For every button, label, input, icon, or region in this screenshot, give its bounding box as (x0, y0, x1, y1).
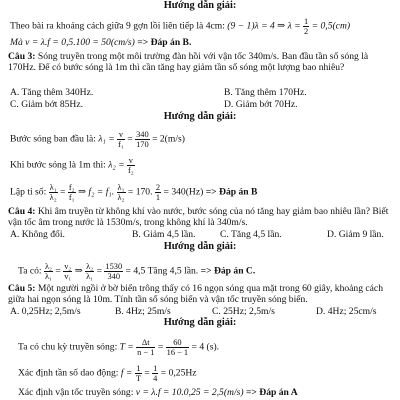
formula: = (96, 265, 102, 277)
numerator: v (128, 156, 133, 165)
solution-5-line-3 (18, 387, 394, 398)
solution-3-line-3 (10, 183, 394, 202)
text: Ta có chu kỳ truyền sóng: (18, 341, 118, 353)
answer-text: => Đáp án C. (200, 265, 256, 277)
solution-5-line-1 (18, 338, 394, 357)
question-label: Câu 4: (8, 206, 36, 217)
question-label: Câu 3: (8, 51, 36, 62)
numerator: λ₁ (49, 183, 57, 192)
numerator: λ₁ (117, 183, 125, 192)
solution-heading-4: Hướng dẫn giải: (163, 317, 237, 328)
numerator: 60 (166, 338, 189, 348)
solution-4-line-1 (18, 262, 394, 281)
question-4 (8, 206, 394, 228)
option-3d: D. Giảm bớt 70Hz. (224, 99, 298, 110)
answer-text: => Đáp án B. (137, 37, 192, 48)
fraction (49, 183, 58, 202)
text: Theo bài ra khoảng cách giữa 9 gợn lồi liên tiếp là 4cm: (10, 20, 225, 32)
option-4a: A. Không đổi. (10, 229, 65, 240)
solution-1-line-2 (10, 37, 394, 48)
formula: = (127, 133, 133, 145)
denominator: 340 (107, 272, 121, 281)
formula: ⇒ f₂ = f₁. (78, 186, 115, 198)
formula: T = (119, 341, 134, 353)
solution-1-line-1 (10, 17, 394, 36)
fraction (68, 183, 76, 202)
solution-3-line-2 (10, 156, 394, 175)
text: Bước sóng ban đầu là: (10, 133, 96, 145)
formula: Mà v = λ.f = 0,5.100 = 50(cm/s) (10, 37, 135, 48)
fraction (117, 130, 125, 149)
fraction (85, 262, 94, 281)
fraction (135, 364, 142, 383)
formula: f = (120, 367, 133, 379)
fraction (303, 17, 309, 36)
numerator: 1 (136, 364, 141, 373)
denominator: T (135, 374, 141, 383)
formula: λ₂ = (108, 159, 125, 171)
solution-heading-1: Hướng dẫn giải: (163, 0, 237, 11)
numerator: v₂ (64, 262, 72, 271)
formula: λ₁ = (98, 133, 115, 145)
numerator: 1530 (105, 262, 123, 271)
solution-heading-3: Hướng dẫn giải: (163, 241, 237, 252)
solution-5-line-2 (18, 364, 394, 383)
question-label: Câu 5: (8, 283, 36, 294)
denominator: n − 1 (137, 348, 155, 357)
numerator: 2 (155, 183, 161, 192)
answer-text: => Đáp án B (205, 186, 258, 198)
numerator: v (118, 130, 124, 139)
fraction (44, 262, 53, 281)
formula: v = λ.f = 10.0,25 = 2,5(m/s) (135, 387, 244, 398)
solution-3-line-1 (10, 130, 394, 149)
formula: = (60, 186, 66, 198)
question-text: Một người ngồi ở bờ biển trông thấy có 16 ngọn sóng qua mặt trong 60 giây, khoảng cách giữa hai ngọn sóng là 10m. Tính tần số sóng biển và vận tốc truyền sóng biển. (8, 283, 383, 305)
fraction (135, 130, 150, 149)
formula: = 170. (127, 186, 153, 198)
formula: = (55, 265, 61, 277)
option-5d: D. 4Hz; 25cm/s (316, 306, 377, 317)
denominator: 16 − 1 (166, 348, 189, 357)
option-5c: C. 25Hz; 2,5m/s (212, 306, 275, 317)
option-4c: C. Tăng 4,5 lần. (220, 229, 282, 240)
question-5 (8, 283, 394, 305)
fraction (166, 338, 189, 357)
denominator: f₁ (68, 193, 75, 202)
denominator: 170 (136, 140, 149, 149)
formula: = 4 (s). (191, 341, 220, 353)
denominator: v₁ (64, 272, 72, 281)
denominator: λ₂ (117, 193, 125, 202)
fraction (152, 364, 158, 383)
option-4d: D. Giảm 9 lần. (327, 229, 384, 240)
option-5b: B. 4Hz; 25m/s (115, 306, 171, 317)
formula: = 0,25Hz (160, 367, 197, 379)
formula: = (144, 367, 150, 379)
option-3c: C. Giảm bớt 85Hz. (10, 99, 84, 110)
denominator: 4 (153, 374, 158, 383)
formula: = 340(Hz) (163, 186, 204, 198)
denominator: λ₂ (49, 193, 57, 202)
fraction (155, 183, 161, 202)
fraction (117, 183, 126, 202)
formula: = (157, 341, 164, 353)
fraction (127, 156, 135, 175)
denominator: 1 (155, 193, 161, 202)
fraction (104, 262, 123, 281)
denominator: f₂ (128, 166, 134, 175)
denominator: λ₁ (44, 272, 52, 281)
numerator: 340 (136, 130, 149, 139)
text: Xác định vận tốc truyền sóng: (18, 387, 134, 398)
numerator: 1 (153, 364, 158, 373)
numerator: λ₂ (86, 262, 94, 271)
question-text: Sóng truyền trong một môi trường đàn hồi với vận tốc 340m/s. Ban đầu tần số sóng là 170Hz. Để có bước sóng là 1m thì cần tăng hay giảm tần số sóng một lượng bao nhiêu? (8, 51, 369, 73)
formula: (9 − 1)λ = 4 ⇒ λ = (227, 20, 301, 32)
answer-text: => Đáp án A (245, 387, 298, 398)
option-3a: A. Tăng thêm 340Hz. (10, 87, 94, 98)
option-5a: A. 0,25Hz; 2,5m/s (10, 306, 81, 317)
option-4b: B. Giảm 4,5 lần. (132, 229, 196, 240)
text: Ta có: (18, 265, 42, 277)
text: Lập tỉ số: (10, 186, 47, 198)
text: Xác định tần số dao động: (18, 367, 119, 379)
numerator: Δt (136, 338, 155, 348)
formula: = 2(m/s) (152, 133, 185, 145)
numerator: λ₂ (44, 262, 52, 271)
denominator: f₁ (118, 140, 124, 149)
formula: = 0,5(cm) (311, 20, 351, 32)
question-text: Khi âm truyền từ không khí vào nước, bước sóng của nó tăng hay giảm bao nhiêu lần? Biết vận tốc âm trong nước là 1530m/s, trong không khí là 340m/s. (8, 206, 389, 228)
solution-heading-2: Hướng dẫn giải: (163, 111, 237, 122)
numerator: 1 (304, 17, 309, 26)
text: Khi bước sóng là 1m thì: (10, 159, 106, 171)
denominator: 2 (304, 27, 309, 36)
numerator: f₂ (68, 183, 75, 192)
question-3 (8, 51, 394, 73)
option-3b: B. Tăng thêm 170Hz. (224, 87, 307, 98)
formula: = 4,5 Tăng 4,5 lần. (125, 265, 199, 277)
formula: ⇒ (74, 265, 83, 277)
denominator: λ₁ (86, 272, 94, 281)
fraction (136, 338, 155, 357)
fraction (63, 262, 72, 281)
